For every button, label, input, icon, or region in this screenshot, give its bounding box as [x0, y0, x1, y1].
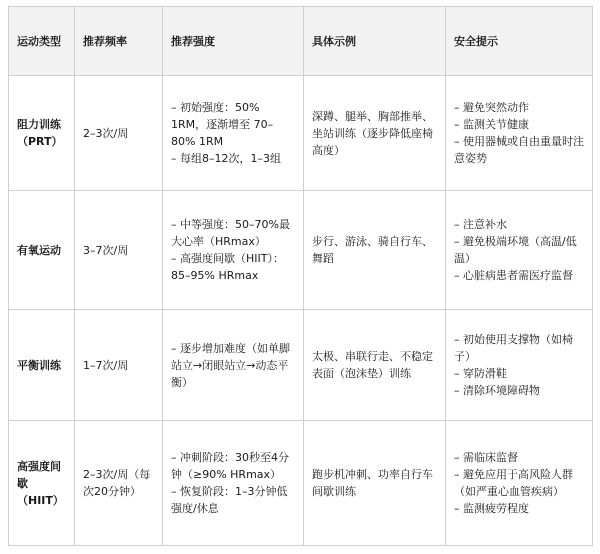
cell-exercise-type: 阻力训练（PRT） [9, 76, 75, 191]
cell-safety [446, 310, 593, 421]
safety-item: – 心脏病患者需医疗监督 [454, 269, 573, 282]
intensity-item: – 初始强度：50% 1RM，逐渐增至 70–80% 1RM [171, 101, 274, 148]
cell-intensity [163, 191, 304, 310]
intensity-item: – 每组8–12次，1–3组 [171, 152, 281, 165]
intensity-item: – 恢复阶段：1–3分钟低强度/休息 [171, 485, 288, 515]
cell-frequency: 2–3次/周（每次20分钟） [75, 421, 163, 546]
table-row [9, 310, 593, 421]
safety-item: – 注意补水 [454, 218, 507, 231]
safety-item: – 监测关节健康 [454, 118, 529, 131]
intensity-item: – 高强度间歇（HIIT）：85–95% HRmax [171, 252, 284, 282]
cell-examples: 跑步机冲刺、功率自行车间歇训练 [304, 421, 446, 546]
cell-examples: 步行、游泳、骑自行车、舞蹈 [304, 191, 446, 310]
cell-safety [446, 76, 593, 191]
safety-item: – 使用器械或自由重量时注意姿势 [454, 135, 584, 165]
safety-item: – 监测疲劳程度 [454, 502, 529, 515]
header-frequency: 推荐频率 [75, 7, 163, 76]
cell-intensity [163, 421, 304, 546]
table-row [9, 191, 593, 310]
cell-safety [446, 421, 593, 546]
safety-item: – 避免应用于高风险人群（如严重心血管疾病） [454, 468, 573, 498]
cell-examples: 深蹲、腿举、胸部推举、坐站训练（逐步降低座椅高度） [304, 76, 446, 191]
intensity-item: – 冲刺阶段：30秒至4分钟（≥90% HRmax） [171, 451, 289, 481]
cell-frequency: 3–7次/周 [75, 191, 163, 310]
header-safety: 安全提示 [446, 7, 593, 76]
table-header-row [9, 7, 593, 76]
table-row [9, 421, 593, 546]
cell-safety [446, 191, 593, 310]
safety-item: – 避免极端环境（高温/低温） [454, 235, 577, 265]
safety-item: – 需临床监督 [454, 451, 518, 464]
safety-item: – 避免突然动作 [454, 101, 529, 114]
safety-item: – 穿防滑鞋 [454, 367, 507, 380]
cell-exercise-type: 有氧运动 [9, 191, 75, 310]
header-exercise-type: 运动类型 [9, 7, 75, 76]
header-intensity: 推荐强度 [163, 7, 304, 76]
cell-exercise-type: 平衡训练 [9, 310, 75, 421]
intensity-item: – 中等强度：50–70%最大心率（HRmax） [171, 218, 290, 248]
intensity-item: – 逐步增加难度（如单脚站立→闭眼站立→动态平衡） [171, 341, 290, 389]
cell-frequency: 1–7次/周 [75, 310, 163, 421]
cell-intensity [163, 76, 304, 191]
safety-item: – 初始使用支撑物（如椅子） [454, 333, 573, 363]
cell-examples: 太极、串联行走、不稳定表面（泡沫垫）训练 [304, 310, 446, 421]
header-examples: 具体示例 [304, 7, 446, 76]
safety-item: – 清除环境障碍物 [454, 384, 540, 397]
exercise-recommendation-table [8, 6, 593, 546]
table-row [9, 76, 593, 191]
exercise-table-container [8, 6, 592, 548]
cell-intensity [163, 310, 304, 421]
cell-exercise-type: 高强度间歇（HIIT） [9, 421, 75, 546]
cell-frequency: 2–3次/周 [75, 76, 163, 191]
